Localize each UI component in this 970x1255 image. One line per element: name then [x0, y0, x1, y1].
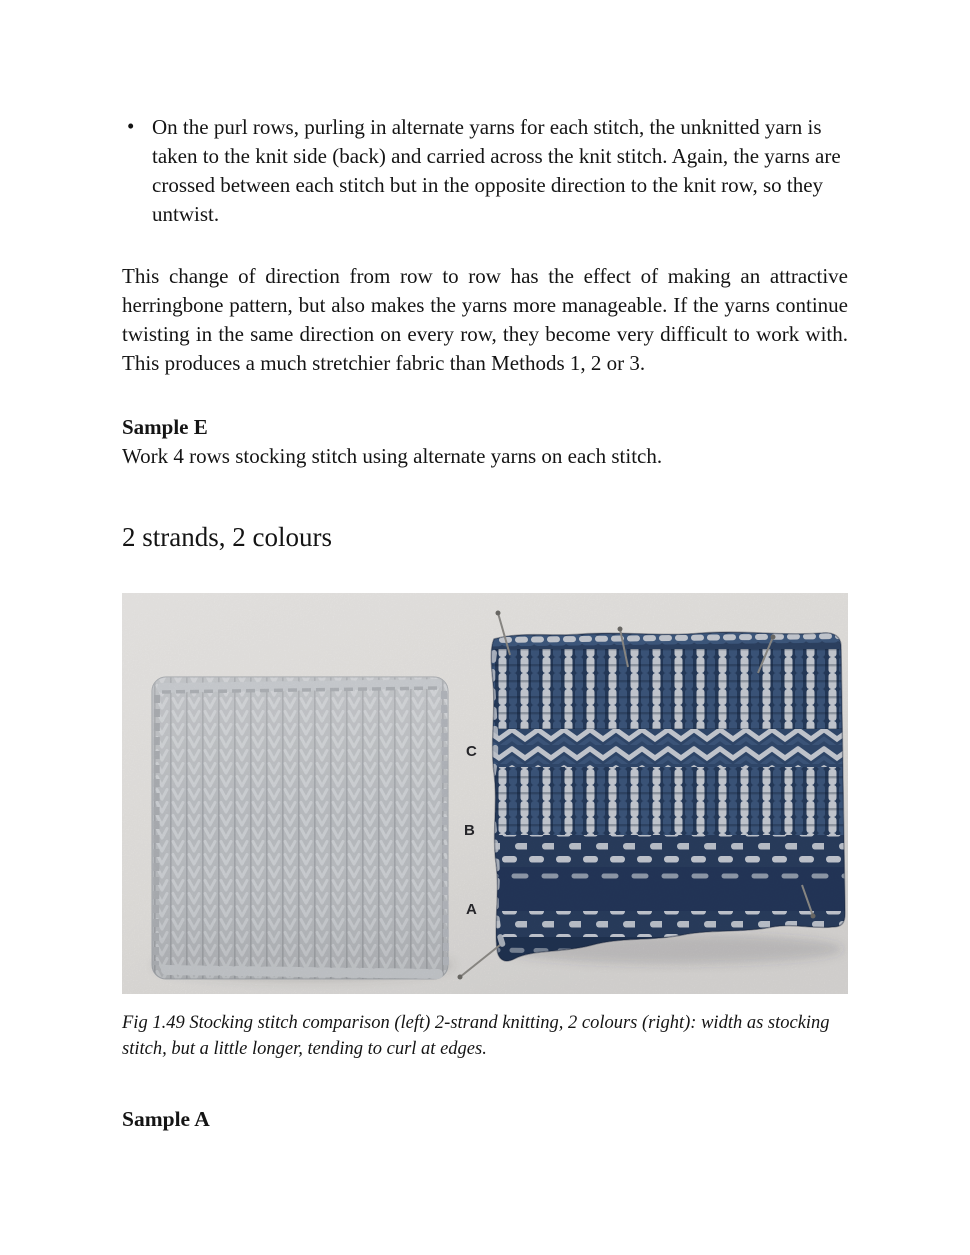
section-heading: 2 strands, 2 colours: [122, 522, 332, 552]
bullet-icon: •: [127, 114, 135, 138]
body-paragraph: This change of direction from row to row has the effect of making an attractive herringbone pattern, but also makes the yarns more manageable. If the yarns continue twisting in the same direction on every row, they become very difficult to work with. This produces a much stretchier fabric than Methods 1, 2 or 3.: [122, 264, 848, 375]
figure-block: [122, 593, 848, 1062]
sample-e-text: Work 4 rows stocking stitch using alternate yarns on each stitch.: [122, 444, 663, 468]
swatch-label-a: A: [466, 901, 477, 918]
knitting-photo: [122, 593, 848, 994]
bullet-text: On the purl rows, purling in alternate yarns for each stitch, the unknitted yarn is taken to the knit side (back) and carried across the knit stitch. Again, the yarns are crossed between each stitch but in the opposite direction to the knit row, so they untwist.: [152, 115, 841, 226]
swatch-label-c: C: [466, 743, 477, 760]
page-content: [122, 0, 848, 1132]
bullet-item: [122, 113, 848, 229]
bullet-list: [122, 113, 848, 229]
sample-a-heading: Sample A: [122, 1107, 210, 1131]
knitting-photo-illustration: [122, 593, 848, 994]
figure-caption: Fig 1.49 Stocking stitch comparison (left) 2-strand knitting, 2 colours (right): width as stocking stitch, but a little longer, tending to curl at edges.: [122, 1013, 830, 1059]
sample-e-heading: Sample E: [122, 415, 208, 439]
swatch-label-b: B: [464, 822, 475, 839]
